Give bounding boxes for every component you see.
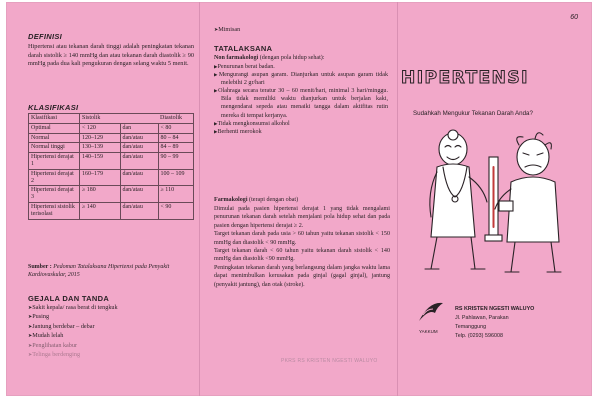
source-text: Pedoman Tatalaksana Hipertensi pada Penyakit Kardiovaskular, 2015 [28, 264, 170, 278]
table-cell: 90 – 99 [158, 153, 194, 170]
list-item: ➤ Pusing [28, 313, 194, 322]
klasifikasi-heading: KLASIFIKASI [28, 103, 79, 112]
table-cell: ≥ 110 [158, 186, 194, 203]
list-item: ▶ Penurunan berat badan. [214, 63, 388, 71]
non-farm-sub: (dengan pola hidup sehat): [259, 55, 325, 61]
list-item: ▶ Berhenti merokok [214, 128, 388, 136]
faint-footer: PKRS RS KRISTEN NGESTI WALUYO [281, 358, 378, 364]
gejala-heading: GEJALA DAN TANDA [28, 294, 110, 303]
table-cell: 160–179 [80, 169, 121, 186]
table-row [29, 186, 194, 203]
list-item: ▶ Tidak mengkonsumsi alkohol [214, 120, 388, 128]
tatalaksana-heading: TATALAKSANA [214, 44, 273, 53]
organization-name: RS KRISTEN NGESTI WALUYO [455, 306, 535, 312]
farm-paragraph: Target tekanan darah pada usia > 60 tahun yaitu tekanan sistolik < 150 mmHg dan diastolik < 90 mmHg. [214, 231, 390, 246]
definisi-heading: DEFINISI [28, 32, 63, 41]
page-number: 60 [570, 14, 578, 21]
fold-line-1 [199, 2, 200, 396]
symptom-list-continued [214, 26, 240, 35]
table-cell: dan [120, 123, 158, 133]
symptom-list [28, 304, 194, 360]
definisi-text: Hipertensi atau tekanan darah tinggi adalah peningkatan tekanan darah sistolik ≥ 140 mmHg dan atau tekanan darah diastolik ≥ 90 mmHg pada dua kali pengukuran dengan selang waktu 5 menit. [28, 43, 194, 68]
table-cell: dan/atau [120, 133, 158, 143]
non-farm-list [214, 63, 388, 136]
table-header-row [29, 114, 194, 124]
brochure-title: HIPERTENSI [401, 68, 529, 88]
table-cell: Hipertensi derajat 2 [29, 169, 80, 186]
list-item: ▶ Olahraga secara teratur 30 – 60 menit/hari, minimal 3 hari/minggu. Bila tidak memiliki waktu dianjurkan untuk berjalan kaki, mengendarai sepeda atau menaiki tangga dalam aktifitas rutin mereka di tempat kerjanya. [214, 87, 388, 119]
farm-text [214, 205, 390, 289]
list-item: ➤ Mimisan [214, 26, 240, 35]
farm-paragraph: Peningkatan tekanan darah yang berlangsung dalam jangka waktu lama dapat menimbulkan kerusakan pada ginjal (gagal ginjal), jantung (penyakit jantung), dan otak (stroke). [214, 264, 390, 288]
table-cell: Hipertensi sistolik terisolasi [29, 202, 80, 219]
table-cell: ≥ 140 [80, 202, 121, 219]
table-cell: Normal tinggi [29, 143, 80, 153]
farm-label: Farmakologi [214, 197, 248, 203]
list-item: ➤ Telinga berdenging [28, 351, 194, 360]
table-cell: 120–129 [80, 133, 121, 143]
organization-info [455, 305, 534, 341]
table-cell: 140–159 [80, 153, 121, 170]
organization-city: Temanggung [455, 324, 487, 330]
farm-heading [214, 196, 390, 204]
list-item: ➤ Jantung berdebar – debar [28, 323, 194, 332]
table-row [29, 133, 194, 143]
brochure-subtitle: Sudahkah Mengukur Tekanan Darah Anda? [413, 110, 533, 117]
header-cell: Diastolik [158, 114, 194, 124]
table-cell: 84 – 89 [158, 143, 194, 153]
source-label: Sumber : [28, 264, 52, 270]
list-item: ➤ Penglihatan kabur [28, 342, 194, 351]
doctor-patient-illustration [415, 127, 575, 277]
table-cell: dan/atau [120, 143, 158, 153]
table-cell: < 120 [80, 123, 121, 133]
table-cell: 80 – 84 [158, 133, 194, 143]
table-row [29, 153, 194, 170]
table-cell: ≥ 180 [80, 186, 121, 203]
farm-paragraph: Dimulai pada pasien hipertensi derajat 1 yang tidak mengalami penurunan tekanan darah setelah menjalani pola hidup sehat dan pada pasien dengan hipertensi derajat ≥ 2. [214, 206, 390, 229]
table-cell: Hipertensi derajat 1 [29, 153, 80, 170]
header-cell [120, 114, 158, 124]
fold-line-2 [397, 2, 398, 396]
organization-address: Jl. Pahlawan, Parakan [455, 315, 509, 321]
source-note [28, 264, 194, 279]
farm-paragraph: Target tekanan darah < 60 tahun yaitu tekanan darah sistolik < 140 mmHg dan diastolik <90 mmHg. [214, 248, 390, 263]
header-cell: Sistolik [80, 114, 121, 124]
brochure-sheet [6, 2, 592, 396]
table-cell: 130–139 [80, 143, 121, 153]
classification-table [28, 113, 194, 220]
table-row [29, 123, 194, 133]
list-item: ➤ Mudah lelah [28, 332, 194, 341]
table-cell: dan/atau [120, 202, 158, 219]
yakkum-logo-icon [415, 299, 447, 329]
non-farm-heading [214, 54, 390, 62]
panel-cover [401, 2, 592, 396]
table-cell: Normal [29, 133, 80, 143]
organization-phone: Telp. (0293) 596008 [455, 333, 503, 339]
table-cell: dan/atau [120, 153, 158, 170]
list-item: ▶ Mengurangi asupan garam. Dianjurkan untuk asupan garam tidak melebihi 2 gr/hari [214, 71, 388, 87]
logo-text: YAKKUM [419, 329, 438, 334]
table-cell: < 80 [158, 123, 194, 133]
table-cell: Optimal [29, 123, 80, 133]
table-cell: dan/atau [120, 186, 158, 203]
table-cell: < 90 [158, 202, 194, 219]
table-cell: dan/atau [120, 169, 158, 186]
table-row [29, 143, 194, 153]
list-item: ➤ Sakit kepala/ rasa berat di tengkuk [28, 304, 194, 313]
panel-left [28, 2, 198, 396]
table-row [29, 202, 194, 219]
table-cell: Hipertensi derajat 3 [29, 186, 80, 203]
panel-middle [214, 2, 390, 396]
header-cell: Klasifikasi [29, 114, 80, 124]
table-cell: 100 – 109 [158, 169, 194, 186]
non-farm-label: Non farmakologi [214, 55, 259, 61]
table-row [29, 169, 194, 186]
farm-sub: (terapi dengan obat) [249, 197, 299, 203]
